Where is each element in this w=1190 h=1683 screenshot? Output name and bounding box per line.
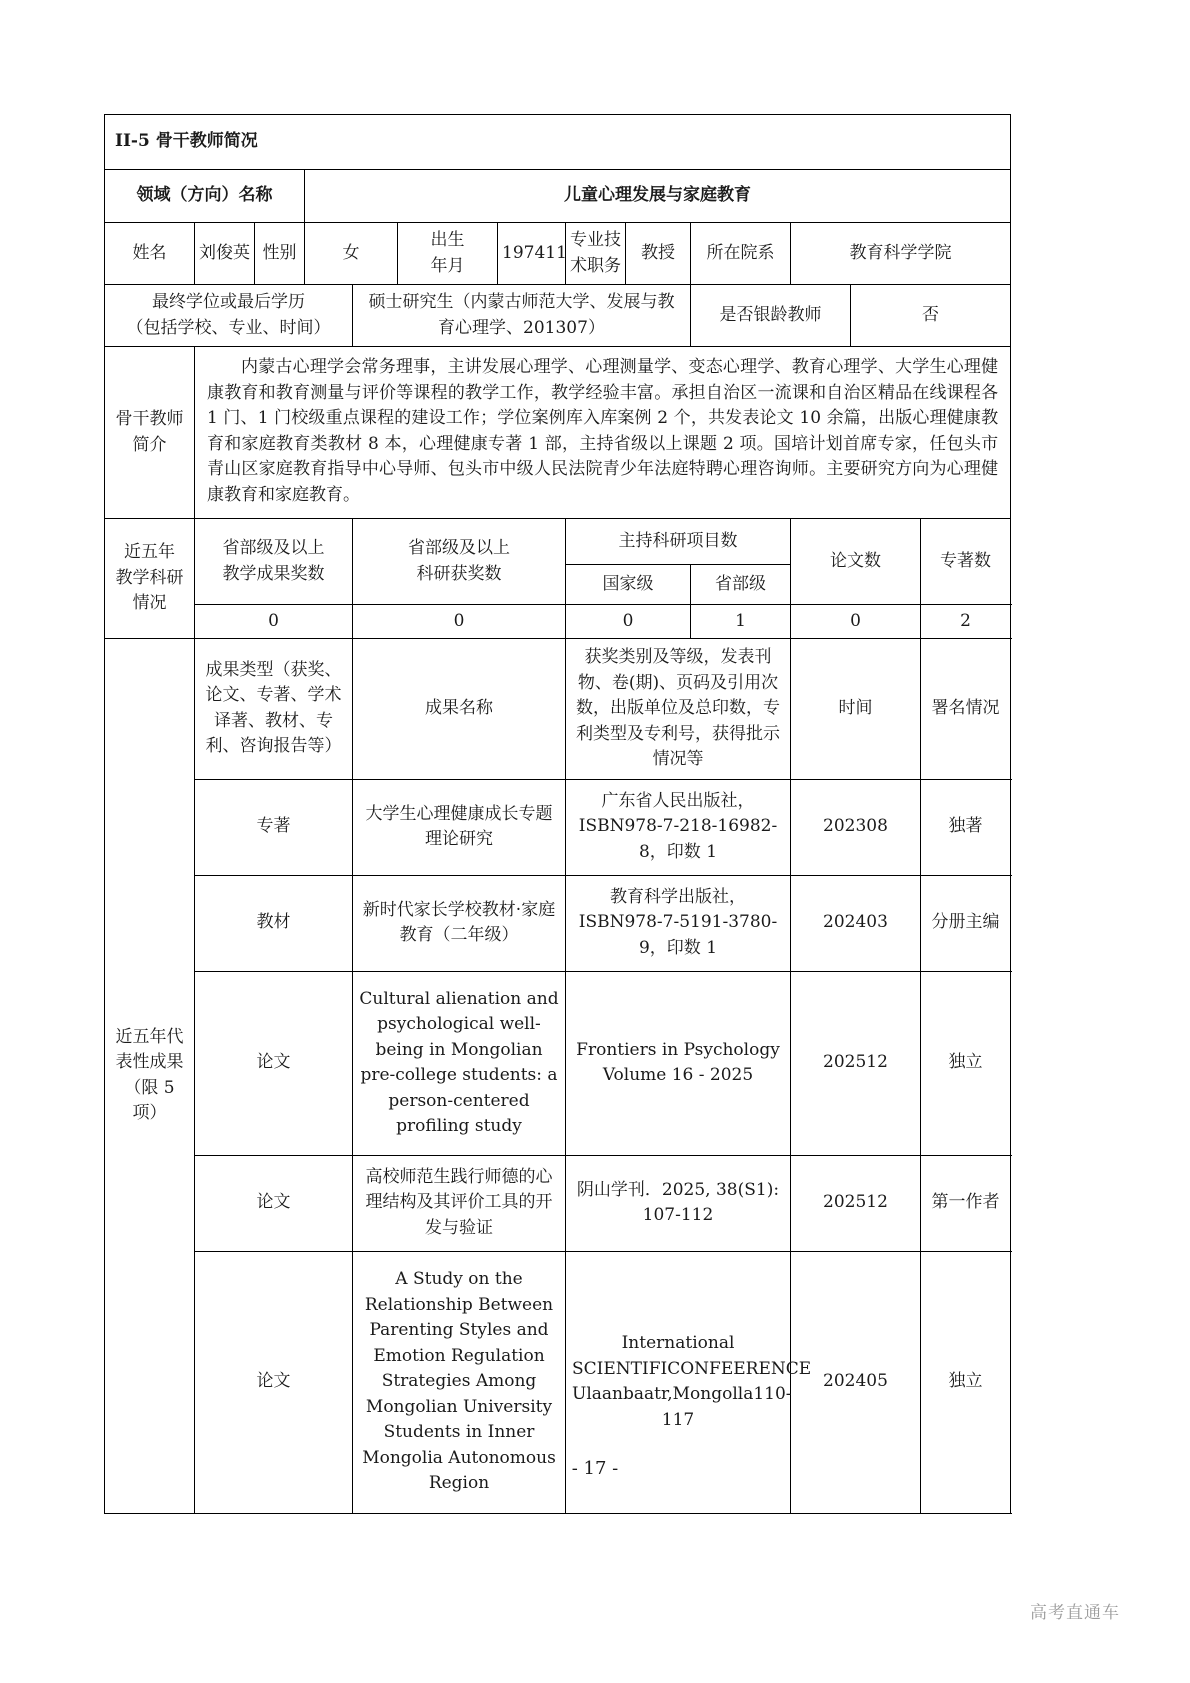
section-title-row: [105, 115, 1011, 170]
projects-national-value: 0: [566, 605, 691, 639]
achievement-name: 大学生心理健康成长专题理论研究: [353, 779, 566, 875]
prof-title-label-line1: 专业技: [570, 230, 621, 250]
achievement-type-header: 成果类型（获奖、论文、专著、学术译著、教材、专利、咨询报告等）: [195, 639, 353, 780]
achievement-detail: Frontiers in Psychology Volume 16 - 2025: [566, 971, 791, 1155]
projects-national-header: 国家级: [566, 565, 691, 605]
table-row: [105, 971, 1011, 1155]
bio-label-line1: 骨干教师: [115, 409, 184, 429]
domain-value: 儿童心理发展与家庭教育: [305, 170, 1011, 223]
department-label: 所在院系: [691, 223, 791, 285]
gender-value: 女: [305, 223, 398, 285]
degree-value: [353, 285, 691, 347]
teaching-award-value: 0: [195, 605, 353, 639]
research-award-header-line2: 科研获奖数: [416, 563, 502, 584]
achievement-time: 202308: [791, 779, 921, 875]
bio-label: [105, 347, 195, 519]
achievement-time: 202512: [791, 1155, 921, 1251]
achievement-detail: 教育科学出版社，ISBN978-7-5191-3780-9，印数 1: [566, 875, 791, 971]
achievement-signature: 第一作者: [921, 1155, 1011, 1251]
achievements-header-row: [105, 639, 1011, 780]
table-row: [105, 875, 1011, 971]
projects-group-header: 主持科研项目数: [566, 519, 791, 565]
papers-value: 0: [791, 605, 921, 639]
gender-label: 性别: [255, 223, 305, 285]
faculty-profile-table: [104, 114, 1011, 1514]
degree-value-line1: 硕士研究生（内蒙古师范大学、发展与教: [368, 292, 675, 312]
achievement-detail: International SCIENTIFICONFEERENCE Ulaanbaatr,Mongolla110-117: [566, 1251, 791, 1513]
section-title: II-5 骨干教师简况: [105, 115, 1011, 170]
teaching-award-header: [195, 519, 353, 605]
achievement-name: 高校师范生践行师德的心理结构及其评价工具的开发与验证: [353, 1155, 566, 1251]
degree-label: [105, 285, 353, 347]
achievements-side-label-line1: 近五年代: [115, 1026, 184, 1047]
degree-value-line2: 育心理学、201307）: [438, 317, 605, 338]
achievement-time: 202405: [791, 1251, 921, 1513]
research-award-header: [353, 519, 566, 605]
achievement-signature: 独立: [921, 971, 1011, 1155]
stats-header-row: [105, 519, 1011, 565]
person-info-row: [105, 223, 1011, 285]
degree-row: [105, 285, 1011, 347]
table-row: [105, 1155, 1011, 1251]
achievement-signature: 分册主编: [921, 875, 1011, 971]
achievements-side-label: [105, 639, 195, 1514]
achievement-type: 论文: [195, 1251, 353, 1513]
stats-side-label-line1: 近五年: [124, 542, 175, 563]
name-label: 姓名: [105, 223, 195, 285]
achievement-type: 论文: [195, 971, 353, 1155]
achievement-detail-header: 获奖类别及等级，发表刊物、卷(期)、页码及引用次数，出版单位及总印数，专利类型及专利号，获得批示情况等: [566, 639, 791, 780]
bio-row: [105, 347, 1011, 519]
achievement-name-header: 成果名称: [353, 639, 566, 780]
bio-label-line2: 简介: [132, 434, 167, 455]
page-number: - 17 -: [571, 1458, 619, 1479]
senior-teacher-value: 否: [851, 285, 1011, 347]
birth-label-line2: 年月: [430, 255, 465, 276]
watermark: 高考直通车: [1030, 1603, 1120, 1623]
achievement-time-header: 时间: [791, 639, 921, 780]
achievement-type: 专著: [195, 779, 353, 875]
department-value: 教育科学学院: [791, 223, 1011, 285]
teaching-award-header-line2: 教学成果奖数: [222, 563, 325, 584]
achievement-detail: 广东省人民出版社，ISBN978-7-218-16982-8，印数 1: [566, 779, 791, 875]
degree-label-line1: 最终学位或最后学历: [152, 292, 305, 312]
projects-provincial-value: 1: [691, 605, 791, 639]
bio-text: 内蒙古心理学会常务理事，主讲发展心理学、心理测量学、变态心理学、教育心理学、大学生心理健康教育和教育测量与评价等课程的教学工作，教学经验丰富。承担自治区一流课和自治区精品在线课程各 1 门、1 门校级重点课程的建设工作；学位案例库入库案例 2 个，共发表论文 10 余篇，出版心理健康教育和家庭教育类教材 8 本，心理健康专著 1 部，主持省级以上课题 2 项。国培计划首席专家，任包头市青山区家庭教育指导中心导师、包头市中级人民法院青少年法庭特聘心理咨询师。主要研究方向为心理健康教育和家庭教育。: [195, 347, 1011, 519]
stats-side-label-line3: 情况: [132, 593, 167, 614]
domain-row: [105, 170, 1011, 223]
achievement-name: Cultural alienation and psychological well-being in Mongolian pre-college students: a person-centered profiling study: [353, 971, 566, 1155]
prof-title-value: 教授: [626, 223, 691, 285]
research-award-value: 0: [353, 605, 566, 639]
achievement-time: 202512: [791, 971, 921, 1155]
stats-value-row: [105, 605, 1011, 639]
birth-label: [398, 223, 498, 285]
achievement-signature-header: 署名情况: [921, 639, 1011, 780]
achievement-detail: 阴山学刊．2025, 38(S1): 107-112: [566, 1155, 791, 1251]
stats-side-label: [105, 519, 195, 639]
table-row: [105, 779, 1011, 875]
birth-label-line1: 出生: [430, 230, 465, 250]
birth-value: 197411: [498, 223, 566, 285]
achievement-signature: 独立: [921, 1251, 1011, 1513]
teaching-award-header-line1: 省部级及以上: [222, 538, 325, 558]
achievement-name: 新时代家长学校教材·家庭教育（二年级）: [353, 875, 566, 971]
prof-title-label-line2: 术职务: [570, 255, 621, 276]
research-award-header-line1: 省部级及以上: [408, 538, 510, 558]
achievement-name: A Study on the Relationship Between Parenting Styles and Emotion Regulation Strategies Among Mongolian University Students in Inner Mongolia Autonomous Region: [353, 1251, 566, 1513]
domain-label: 领域（方向）名称: [105, 170, 305, 223]
monographs-header: 专著数: [921, 519, 1011, 605]
prof-title-label: [566, 223, 626, 285]
achievements-side-label-line3: （限 5 项）: [124, 1077, 175, 1124]
name-value: 刘俊英: [195, 223, 255, 285]
projects-provincial-header: 省部级: [691, 565, 791, 605]
papers-header: 论文数: [791, 519, 921, 605]
achievement-type: 教材: [195, 875, 353, 971]
degree-label-line2: （包括学校、专业、时间）: [126, 317, 331, 338]
monographs-value: 2: [921, 605, 1011, 639]
stats-side-label-line2: 教学科研: [115, 567, 184, 588]
achievement-time: 202403: [791, 875, 921, 971]
achievement-signature: 独著: [921, 779, 1011, 875]
senior-teacher-label: 是否银龄教师: [691, 285, 851, 347]
achievement-type: 论文: [195, 1155, 353, 1251]
achievements-side-label-line2: 表性成果: [115, 1052, 184, 1073]
